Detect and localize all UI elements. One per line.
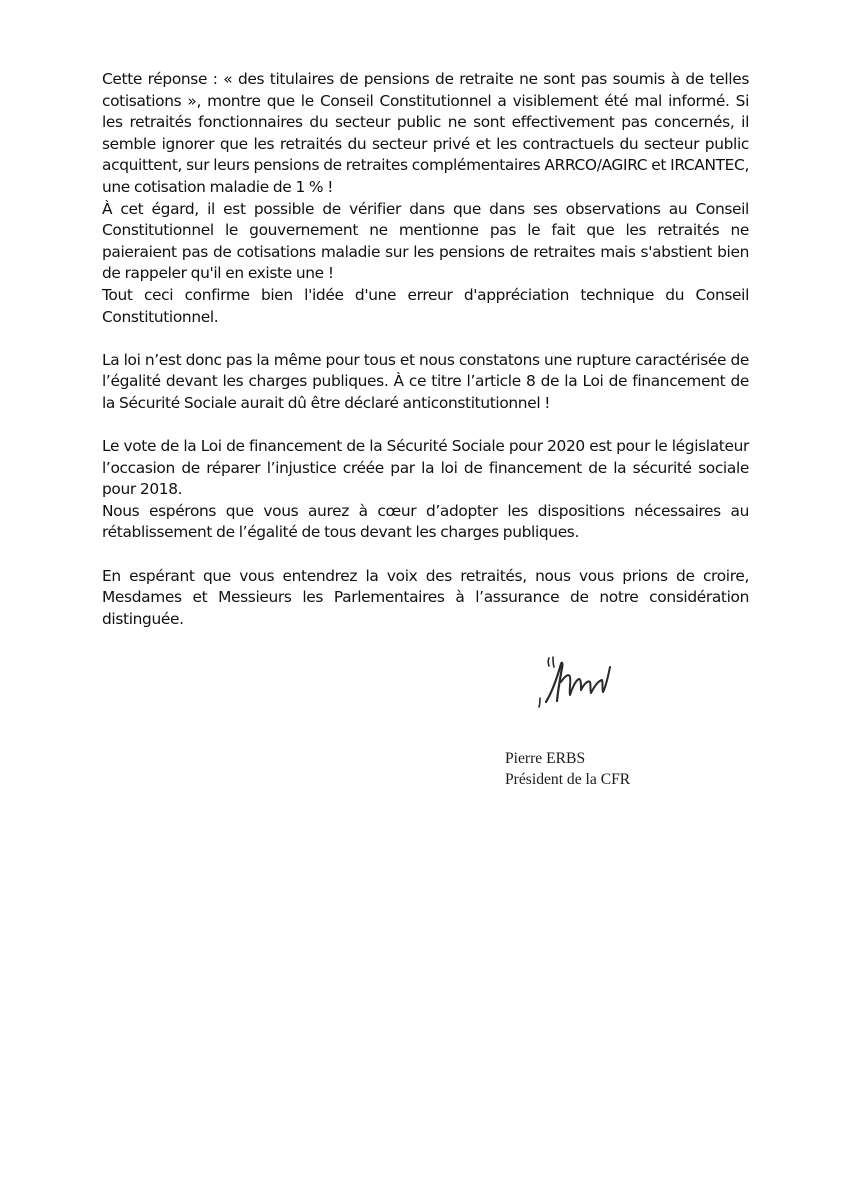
signer-block (505, 748, 630, 790)
signer-name: Pierre ERBS (505, 750, 586, 767)
paragraph-conseil-response: Cette réponse : « des titulaires de pensions de retraite ne sont pas soumis à de telles cotisations », montre que le Conseil Constitutionnel a visiblement été mal informé. Si les retraités fonctionnaires du secteur public ne sont effectivement pas concernés, il semble ignorer que les retraités du secteur privé et les contractuels du secteur public acquittent, sur leurs pensions de retraites complémentaires ARRCO/AGIRC et IRCANTEC, une cotisation maladie de 1 % ! (102, 70, 749, 196)
paragraph-vote-2020: Le vote de la Loi de financement de la Sécurité Sociale pour 2020 est pour le législateur l’occasion de réparer l’injustice créée par la loi de financement de la sécurité sociale pour 2018. (102, 437, 749, 499)
paragraph-spacer (102, 328, 749, 350)
paragraph-equality-rupture: La loi n’est donc pas la même pour tous et nous constatons une rupture caractérisée de l’égalité devant les charges publiques. À ce titre l’article 8 de la Loi de financement de la Sécurité Sociale aurait dû être déclaré anticonstitutionnel ! (102, 350, 749, 412)
paragraph-government-observations: À cet égard, il est possible de vérifier dans que dans ses observations au Conseil Constitutionnel le gouvernement ne mentionne pas le fait que les retraités ne paieraient pas de cotisations maladie sur les pensions de retraites mais s'abstient bien de rappeler qu'il en existe une ! (102, 199, 749, 283)
paragraph-spacer (102, 544, 749, 566)
handwritten-signature (532, 652, 628, 712)
signer-title: Président de la CFR (505, 771, 631, 788)
paragraph-closing-formula: En espérant que vous entendrez la voix des retraités, nous vous prions de croire, Mesdames et Messieurs les Parlementaires à l’assurance de notre considération distinguée. (102, 566, 749, 628)
paragraph-spacer (102, 415, 749, 437)
paragraph-hope-adoption: Nous espérons que vous aurez à cœur d’adopter les dispositions nécessaires au rétablissement de l’égalité de tous devant les charges publiques. (102, 501, 749, 542)
letter-body (102, 69, 749, 630)
paragraph-error-confirmation: Tout ceci confirme bien l'idée d'une erreur d'appréciation technique du Conseil Constitutionnel. (102, 285, 749, 326)
